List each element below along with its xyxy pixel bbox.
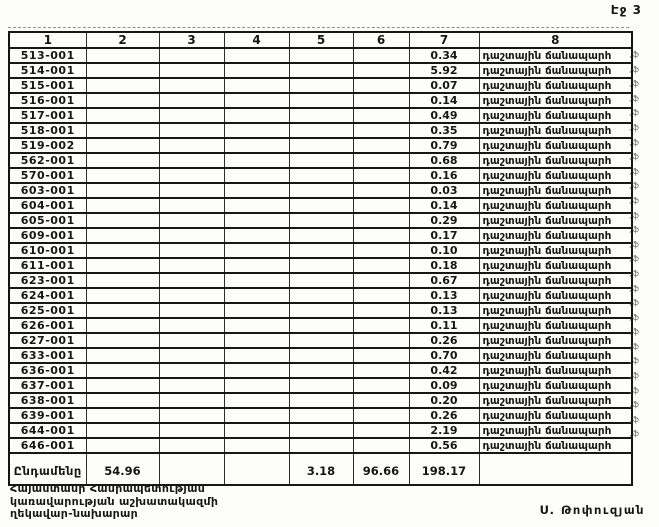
row-length-value: 0.68 [409, 153, 479, 168]
row-length-value: 0.17 [409, 228, 479, 243]
row-road-type: դաշտային ճանապարհ [479, 228, 632, 243]
empty-cell [224, 48, 289, 63]
empty-cell [86, 333, 159, 348]
row-length-value: 0.10 [409, 243, 479, 258]
empty-cell [289, 423, 353, 438]
row-road-type: դաշտային ճանապարհ [479, 318, 632, 333]
empty-cell [224, 378, 289, 393]
empty-cell [159, 378, 224, 393]
row-length-value: 0.18 [409, 258, 479, 273]
row-code: 644-001 [9, 423, 86, 438]
totals-row [9, 453, 632, 485]
empty-cell [289, 438, 353, 453]
empty-cell [159, 363, 224, 378]
empty-cell [86, 378, 159, 393]
empty-cell [86, 138, 159, 153]
empty-cell [289, 153, 353, 168]
empty-cell [159, 63, 224, 78]
row-code: 609-001 [9, 228, 86, 243]
table-row [9, 63, 632, 78]
column-header: 3 [159, 32, 224, 48]
margin-mark: ,ֆ [629, 356, 640, 366]
table-row [9, 138, 632, 153]
org-line-3: ղեկավար-նախարար [10, 507, 139, 520]
empty-cell [86, 318, 159, 333]
empty-cell [289, 393, 353, 408]
row-road-type: դաշտային ճանապարհ [479, 288, 632, 303]
empty-cell [353, 198, 409, 213]
margin-mark: ,ֆ [629, 79, 640, 89]
empty-cell [159, 318, 224, 333]
empty-cell [159, 153, 224, 168]
empty-cell [86, 168, 159, 183]
row-road-type: դաշտային ճանապարհ [479, 438, 632, 453]
empty-cell [479, 453, 632, 485]
empty-cell [159, 288, 224, 303]
empty-cell [159, 438, 224, 453]
row-code: 517-001 [9, 108, 86, 123]
empty-cell [86, 273, 159, 288]
row-length-value: 0.29 [409, 213, 479, 228]
empty-cell [289, 183, 353, 198]
empty-cell [159, 273, 224, 288]
margin-mark: ,ֆ [629, 50, 640, 59]
empty-cell [159, 303, 224, 318]
row-code: 514-001 [9, 63, 86, 78]
table-row [9, 348, 632, 363]
row-code: 638-001 [9, 393, 86, 408]
row-code: 637-001 [9, 378, 86, 393]
margin-mark: ,ֆ [629, 181, 640, 191]
row-road-type: դաշտային ճանապարհ [479, 378, 632, 393]
row-road-type: դաշտային ճանապարհ [479, 408, 632, 423]
row-code: 516-001 [9, 93, 86, 108]
row-code: 639-001 [9, 408, 86, 423]
table-row [9, 213, 632, 228]
row-length-value: 0.09 [409, 378, 479, 393]
row-road-type: դաշտային ճանապարհ [479, 213, 632, 228]
scan-artifact-line [8, 27, 629, 28]
column-header: 2 [86, 32, 159, 48]
row-code: 519-002 [9, 138, 86, 153]
empty-cell [353, 393, 409, 408]
empty-cell [86, 63, 159, 78]
empty-cell [224, 153, 289, 168]
empty-cell [86, 303, 159, 318]
empty-cell [224, 363, 289, 378]
row-code: 603-001 [9, 183, 86, 198]
table-row [9, 153, 632, 168]
empty-cell [289, 93, 353, 108]
empty-cell [224, 183, 289, 198]
row-road-type: դաշտային ճանապարհ [479, 363, 632, 378]
org-signature-block [10, 483, 218, 521]
empty-cell [353, 423, 409, 438]
empty-cell [224, 303, 289, 318]
empty-cell [224, 423, 289, 438]
empty-cell [353, 63, 409, 78]
empty-cell [289, 288, 353, 303]
margin-mark: ,ֆ [629, 210, 640, 220]
table-row [9, 363, 632, 378]
row-road-type: դաշտային ճանապարհ [479, 48, 632, 63]
empty-cell [224, 78, 289, 93]
row-length-value: 0.67 [409, 273, 479, 288]
table-row [9, 78, 632, 93]
row-road-type: դաշտային ճանապարհ [479, 348, 632, 363]
row-length-value: 0.14 [409, 93, 479, 108]
totals-col5: 3.18 [289, 453, 353, 485]
table-row [9, 228, 632, 243]
row-length-value: 2.19 [409, 423, 479, 438]
empty-cell [353, 138, 409, 153]
empty-cell [224, 213, 289, 228]
row-road-type: դաշտային ճանապարհ [479, 138, 632, 153]
row-length-value: 0.35 [409, 123, 479, 138]
row-length-value: 0.20 [409, 393, 479, 408]
column-header: 1 [9, 32, 86, 48]
empty-cell [159, 48, 224, 63]
totals-label: Ընդամենը [9, 453, 86, 485]
row-code: 605-001 [9, 213, 86, 228]
empty-cell [353, 108, 409, 123]
empty-cell [159, 168, 224, 183]
margin-marks-column [629, 48, 657, 442]
empty-cell [159, 408, 224, 423]
row-code: 515-001 [9, 78, 86, 93]
empty-cell [353, 213, 409, 228]
margin-mark: ,ֆ [629, 122, 640, 132]
table-row [9, 438, 632, 453]
margin-mark: ,ֆ [629, 400, 640, 410]
column-header: 6 [353, 32, 409, 48]
empty-cell [289, 408, 353, 423]
row-code: 513-001 [9, 48, 86, 63]
empty-cell [224, 198, 289, 213]
empty-cell [159, 453, 224, 485]
row-code: 627-001 [9, 333, 86, 348]
row-code: 626-001 [9, 318, 86, 333]
empty-cell [289, 318, 353, 333]
margin-mark: ,ֆ [629, 385, 640, 395]
table-row [9, 273, 632, 288]
table-row [9, 108, 632, 123]
row-road-type: դաշտային ճանապարհ [479, 393, 632, 408]
empty-cell [289, 213, 353, 228]
table-row [9, 423, 632, 438]
row-code: 646-001 [9, 438, 86, 453]
table-row [9, 93, 632, 108]
row-code: 623-001 [9, 273, 86, 288]
empty-cell [289, 333, 353, 348]
empty-cell [159, 243, 224, 258]
row-road-type: դաշտային ճանապարհ [479, 183, 632, 198]
row-length-value: 0.26 [409, 333, 479, 348]
table-row [9, 183, 632, 198]
empty-cell [86, 228, 159, 243]
signature-name: Ս. Թոփուզյան [539, 503, 645, 517]
row-code: 611-001 [9, 258, 86, 273]
row-code: 633-001 [9, 348, 86, 363]
empty-cell [86, 93, 159, 108]
totals-col2: 54.96 [86, 453, 159, 485]
empty-cell [289, 378, 353, 393]
empty-cell [159, 258, 224, 273]
empty-cell [224, 258, 289, 273]
empty-cell [224, 228, 289, 243]
empty-cell [289, 303, 353, 318]
margin-mark: ,ֆ [629, 341, 640, 351]
row-length-value: 0.34 [409, 48, 479, 63]
empty-cell [159, 123, 224, 138]
margin-mark: ,ֆ [629, 327, 640, 337]
table-header-row [9, 32, 632, 48]
margin-mark: ,ֆ [629, 64, 640, 74]
empty-cell [353, 333, 409, 348]
row-length-value: 0.42 [409, 363, 479, 378]
table-row [9, 168, 632, 183]
row-code: 624-001 [9, 288, 86, 303]
road-table [8, 31, 633, 486]
empty-cell [353, 93, 409, 108]
row-road-type: դաշտային ճանապարհ [479, 243, 632, 258]
margin-mark: ,ֆ [629, 414, 640, 424]
table-row [9, 393, 632, 408]
margin-mark: ,ֆ [629, 152, 640, 162]
empty-cell [159, 183, 224, 198]
margin-mark: ,ֆ [629, 298, 640, 308]
empty-cell [289, 258, 353, 273]
empty-cell [353, 123, 409, 138]
totals-col7: 198.17 [409, 453, 479, 485]
empty-cell [224, 393, 289, 408]
row-length-value: 0.49 [409, 108, 479, 123]
table-row [9, 333, 632, 348]
row-length-value: 0.70 [409, 348, 479, 363]
table-row [9, 288, 632, 303]
empty-cell [86, 288, 159, 303]
empty-cell [86, 423, 159, 438]
table-row [9, 408, 632, 423]
row-road-type: դաշտային ճանապարհ [479, 423, 632, 438]
table-row [9, 198, 632, 213]
row-road-type: դաշտային ճանապարհ [479, 198, 632, 213]
empty-cell [224, 93, 289, 108]
empty-cell [224, 108, 289, 123]
row-road-type: դաշտային ճանապարհ [479, 168, 632, 183]
empty-cell [353, 273, 409, 288]
margin-mark: ,ֆ [629, 371, 640, 381]
empty-cell [86, 183, 159, 198]
road-table-wrap [8, 31, 631, 486]
empty-cell [353, 288, 409, 303]
row-code: 570-001 [9, 168, 86, 183]
column-header: 4 [224, 32, 289, 48]
empty-cell [86, 108, 159, 123]
margin-mark: ,ֆ [629, 239, 640, 249]
empty-cell [224, 243, 289, 258]
empty-cell [353, 258, 409, 273]
empty-cell [159, 393, 224, 408]
table-row [9, 243, 632, 258]
empty-cell [159, 228, 224, 243]
empty-cell [159, 423, 224, 438]
empty-cell [224, 63, 289, 78]
row-road-type: դաշտային ճանապարհ [479, 108, 632, 123]
empty-cell [353, 183, 409, 198]
row-length-value: 0.03 [409, 183, 479, 198]
row-length-value: 5.92 [409, 63, 479, 78]
row-code: 636-001 [9, 363, 86, 378]
empty-cell [86, 363, 159, 378]
empty-cell [86, 243, 159, 258]
empty-cell [224, 123, 289, 138]
empty-cell [353, 318, 409, 333]
empty-cell [86, 48, 159, 63]
table-row [9, 318, 632, 333]
row-road-type: դաշտային ճանապարհ [479, 273, 632, 288]
empty-cell [86, 198, 159, 213]
empty-cell [159, 108, 224, 123]
empty-cell [224, 273, 289, 288]
empty-cell [224, 333, 289, 348]
row-length-value: 0.26 [409, 408, 479, 423]
empty-cell [86, 123, 159, 138]
empty-cell [353, 153, 409, 168]
empty-cell [86, 153, 159, 168]
margin-mark: ,ֆ [629, 166, 640, 176]
empty-cell [86, 258, 159, 273]
empty-cell [353, 408, 409, 423]
empty-cell [86, 408, 159, 423]
margin-mark: ,ֆ [629, 137, 640, 147]
table-row [9, 378, 632, 393]
org-line-2: կառավարության աշխատակազմի [10, 494, 219, 508]
empty-cell [86, 393, 159, 408]
row-code: 604-001 [9, 198, 86, 213]
column-header: 5 [289, 32, 353, 48]
row-length-value: 0.13 [409, 288, 479, 303]
margin-mark: ,ֆ [629, 268, 640, 278]
empty-cell [353, 348, 409, 363]
empty-cell [86, 438, 159, 453]
empty-cell [159, 93, 224, 108]
margin-mark: ,ֆ [629, 254, 640, 264]
empty-cell [289, 48, 353, 63]
empty-cell [353, 168, 409, 183]
table-row [9, 258, 632, 273]
empty-cell [159, 78, 224, 93]
row-road-type: դաշտային ճանապարհ [479, 153, 632, 168]
table-row [9, 303, 632, 318]
row-length-value: 0.79 [409, 138, 479, 153]
empty-cell [353, 363, 409, 378]
row-code: 610-001 [9, 243, 86, 258]
empty-cell [86, 78, 159, 93]
empty-cell [224, 348, 289, 363]
empty-cell [289, 138, 353, 153]
empty-cell [159, 348, 224, 363]
row-length-value: 0.13 [409, 303, 479, 318]
empty-cell [159, 138, 224, 153]
empty-cell [353, 78, 409, 93]
empty-cell [289, 348, 353, 363]
page-number-label: Էջ 3 [610, 3, 642, 17]
row-road-type: դաշտային ճանապարհ [479, 258, 632, 273]
empty-cell [224, 288, 289, 303]
empty-cell [86, 348, 159, 363]
row-length-value: 0.16 [409, 168, 479, 183]
row-code: 625-001 [9, 303, 86, 318]
empty-cell [289, 198, 353, 213]
empty-cell [86, 213, 159, 228]
empty-cell [353, 303, 409, 318]
margin-mark: ,ֆ [629, 93, 640, 103]
row-road-type: դաշտային ճանապարհ [479, 78, 632, 93]
empty-cell [224, 168, 289, 183]
row-length-value: 0.14 [409, 198, 479, 213]
empty-cell [289, 168, 353, 183]
empty-cell [224, 408, 289, 423]
row-road-type: դաշտային ճանապարհ [479, 93, 632, 108]
empty-cell [289, 78, 353, 93]
empty-cell [289, 63, 353, 78]
column-header: 7 [409, 32, 479, 48]
empty-cell [224, 138, 289, 153]
margin-mark: ,ֆ [629, 225, 640, 235]
row-length-value: 0.56 [409, 438, 479, 453]
empty-cell [289, 363, 353, 378]
org-line-1: Հայաստանի Հանրապետության [10, 482, 206, 495]
empty-cell [159, 213, 224, 228]
row-road-type: դաշտային ճանապարհ [479, 63, 632, 78]
totals-col6: 96.66 [353, 453, 409, 485]
row-code: 562-001 [9, 153, 86, 168]
empty-cell [289, 123, 353, 138]
row-road-type: դաշտային ճանապարհ [479, 333, 632, 348]
margin-mark: ,ֆ [629, 283, 640, 293]
empty-cell [353, 243, 409, 258]
margin-mark: ,ֆ [629, 108, 640, 118]
empty-cell [289, 108, 353, 123]
margin-mark: ,ֆ [629, 429, 640, 439]
row-road-type: դաշտային ճանապարհ [479, 123, 632, 138]
empty-cell [159, 198, 224, 213]
row-length-value: 0.11 [409, 318, 479, 333]
empty-cell [224, 453, 289, 485]
empty-cell [159, 333, 224, 348]
row-road-type: դաշտային ճանապարհ [479, 303, 632, 318]
empty-cell [289, 273, 353, 288]
table-row [9, 48, 632, 63]
empty-cell [353, 378, 409, 393]
empty-cell [289, 228, 353, 243]
empty-cell [353, 48, 409, 63]
row-length-value: 0.07 [409, 78, 479, 93]
margin-mark: ,ֆ [629, 195, 640, 205]
margin-mark: ,ֆ [629, 312, 640, 322]
empty-cell [289, 243, 353, 258]
empty-cell [353, 228, 409, 243]
table-row [9, 123, 632, 138]
empty-cell [224, 438, 289, 453]
row-code: 518-001 [9, 123, 86, 138]
empty-cell [224, 318, 289, 333]
empty-cell [353, 438, 409, 453]
column-header: 8 [479, 32, 632, 48]
